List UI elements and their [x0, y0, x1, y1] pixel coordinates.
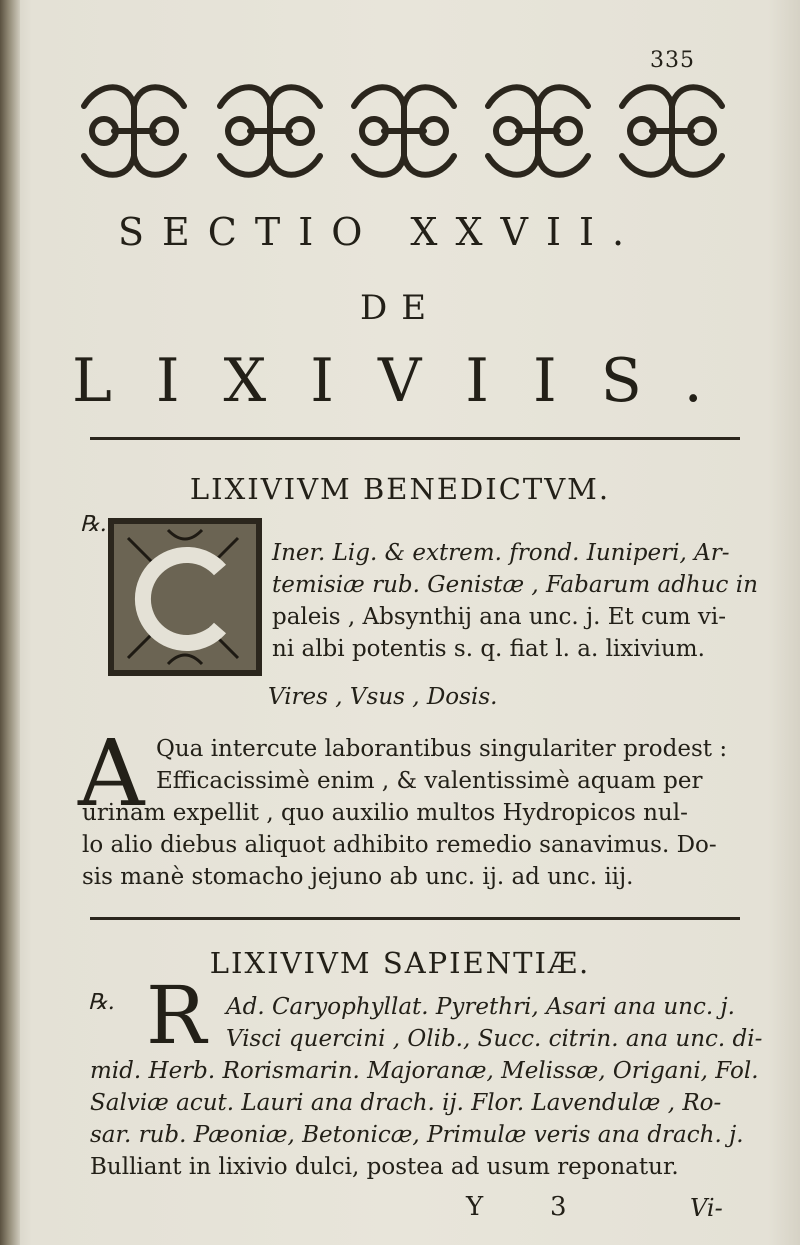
- fleuron-ornament: [84, 87, 184, 175]
- recipe2-heading: LIXIVIVM SAPIENTIÆ.: [209, 946, 591, 980]
- recipe1-body-line: sis manè stomacho jejuno ab unc. ij. ad unc. iij.: [82, 864, 634, 890]
- page-number: 335: [650, 48, 695, 73]
- drop-cap-r: R: [146, 969, 207, 1062]
- recipe2-line: Visci quercini , Olib., Succ. citrin. ana unc. di-: [226, 1026, 763, 1052]
- recipe1-body-line: lo alio diebus aliquot adhibito remedio sanavimus. Do-: [82, 832, 717, 858]
- fleuron-ornament: [220, 87, 320, 175]
- rule-divider: [90, 917, 740, 920]
- recipe1-heading: LIXIVIVM BENEDICTVM.: [189, 472, 611, 506]
- recipe1-line: Iner. Lig. & extrem. frond. Iuniperi, Ar-: [272, 540, 730, 566]
- section-title: SECTIO XXVII.: [118, 210, 643, 254]
- catchword: Vi-: [690, 1194, 723, 1222]
- recipe1-line: paleis , Absynthij ana unc. j. Et cum vi-: [272, 604, 727, 630]
- ornament-band: [74, 76, 736, 186]
- recipe1-body-line: urinam expellit , quo auxilio multos Hydropicos nul-: [82, 800, 688, 826]
- signature-mark: Y: [466, 1192, 484, 1222]
- recipe1-line: temisiæ rub. Genistæ , Fabarum adhuc in: [272, 572, 758, 598]
- fleuron-ornament: [354, 87, 454, 175]
- fleuron-ornament: [488, 87, 588, 175]
- recipe2-line: sar. rub. Pæoniæ, Betonicæ, Primulæ veris ana drach. j.: [90, 1122, 744, 1148]
- recipe1-subheading: Vires , Vsus , Dosis.: [268, 684, 498, 710]
- main-title: LIXIVIIS.: [72, 346, 747, 416]
- recipe2-line: mid. Herb. Rorismarin. Majoranæ, Melissæ, Origani, Fol.: [90, 1058, 759, 1084]
- recipe1-body-line: Qua intercute laborantibus singulariter prodest :: [156, 736, 728, 762]
- recipe-symbol: ℞.: [80, 512, 107, 537]
- recipe2-line: Salviæ acut. Lauri ana drach. ij. Flor. Lavendulæ , Ro-: [90, 1090, 722, 1116]
- fleuron-ornament: [622, 87, 722, 175]
- recipe2-line: Ad. Caryophyllat. Pyrethri, Asari ana unc. j.: [226, 994, 735, 1020]
- de-title: DE: [359, 288, 441, 328]
- recipe2-line: Bulliant in lixivio dulci, postea ad usum reponatur.: [90, 1154, 679, 1180]
- recipe-symbol: ℞.: [88, 990, 115, 1015]
- recipe1-body-line: Efficacissimè enim , & valentissimè aquam per: [156, 768, 703, 794]
- signature-number: 3: [550, 1192, 567, 1222]
- book-spine: [0, 0, 20, 1245]
- rule-divider: [90, 437, 740, 440]
- historiated-initial-c: [108, 518, 262, 676]
- recipe1-line: ni albi potentis s. q. fiat l. a. lixivium.: [272, 636, 705, 662]
- drop-cap-a: A: [78, 720, 145, 827]
